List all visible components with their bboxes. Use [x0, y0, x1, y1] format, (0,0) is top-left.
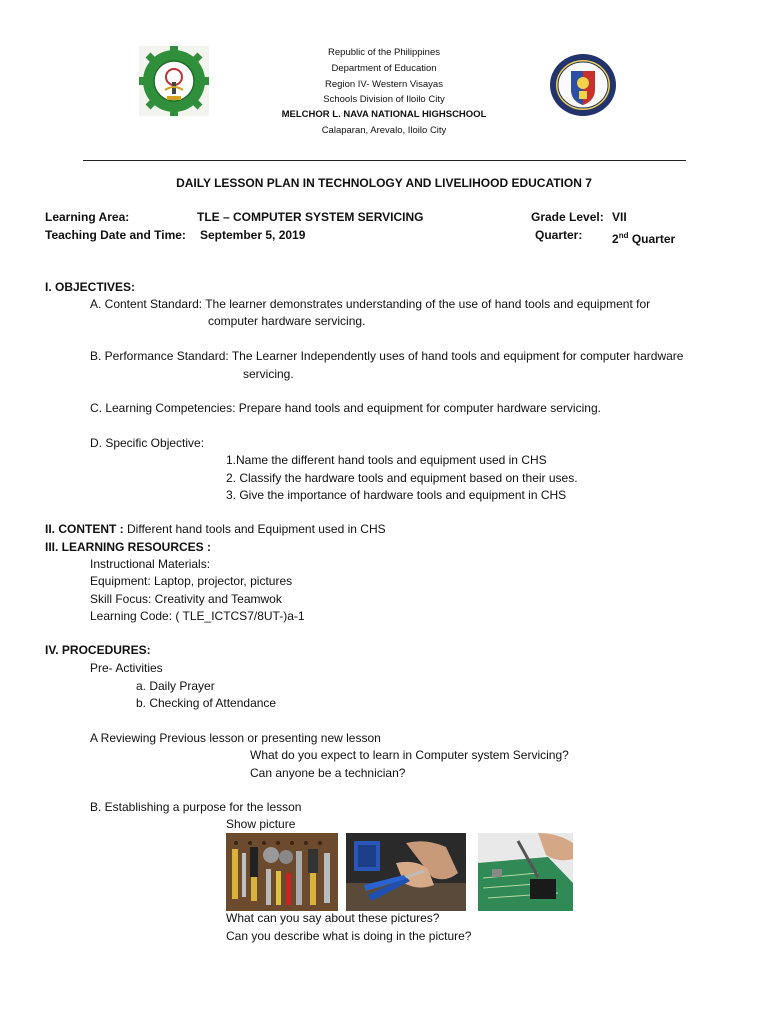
school-name: MELCHOR L. NAVA NATIONAL HIGHSCHOOL: [281, 109, 487, 120]
school-address: Calaparan, Arevalo, Iloilo City: [321, 125, 447, 136]
header-line-4: Schools Division of Iloilo City: [323, 94, 445, 105]
pre-activities: Pre- Activities: [90, 661, 163, 675]
show-picture-label: Show picture: [226, 817, 296, 831]
specific-objective-heading: D. Specific Objective:: [90, 436, 205, 450]
quarter-number: 2: [612, 232, 619, 246]
quarter-label: Quarter:: [535, 228, 583, 242]
tool-wall-photo-icon: [226, 833, 338, 911]
circuit-board-photo-icon: [478, 833, 573, 911]
learning-resources-heading: III. LEARNING RESOURCES :: [45, 540, 212, 554]
learning-area-value: TLE – COMPUTER SYSTEM SERVICING: [197, 210, 424, 224]
establishing-purpose: B. Establishing a purpose for the lesson: [90, 800, 302, 814]
content-heading: II. CONTENT :: [45, 522, 124, 536]
page-title: DAILY LESSON PLAN IN TECHNOLOGY AND LIVELIHOOD EDUCATION 7: [176, 176, 592, 190]
grade-level-value: VII: [612, 210, 627, 224]
specific-objective-item: 3. Give the importance of hardware tools and equipment in CHS: [226, 488, 567, 502]
content-text: Different hand tools and Equipment used in CHS: [127, 522, 386, 536]
picture-question: What can you say about these pictures?: [226, 911, 440, 925]
resource-item: Skill Focus: Creativity and Teamwok: [90, 592, 282, 606]
procedures-heading: IV. PROCEDURES:: [45, 643, 151, 657]
header-divider: [83, 160, 686, 161]
pre-activity-item: a. Daily Prayer: [136, 679, 215, 693]
quarter-suffix: nd: [618, 231, 629, 240]
teaching-date-label: Teaching Date and Time:: [45, 228, 186, 242]
content-standard-line-2: computer hardware servicing.: [208, 314, 366, 328]
review-question: Can anyone be a technician?: [250, 766, 406, 780]
resource-item: Equipment: Laptop, projector, pictures: [90, 574, 293, 588]
picture-question: Can you describe what is doing in the picture?: [226, 929, 472, 943]
quarter-word: Quarter: [631, 232, 676, 246]
resource-item: Instructional Materials:: [90, 557, 211, 571]
pre-activity-item: b. Checking of Attendance: [136, 696, 277, 710]
grade-level-label: Grade Level:: [531, 210, 604, 224]
performance-standard-line-2: servicing.: [243, 367, 294, 381]
wire-cutting-photo-icon: [346, 833, 466, 911]
reviewing-lesson: A Reviewing Previous lesson or presenting new lesson: [90, 731, 381, 745]
quarter-value: [612, 227, 675, 248]
learning-competencies: C. Learning Competencies: Prepare hand tools and equipment for computer hardware servicing.: [90, 401, 601, 415]
objectives-heading: I. OBJECTIVES:: [45, 280, 136, 294]
header-line-2: Department of Education: [331, 63, 437, 74]
performance-standard-line-1: B. Performance Standard: The Learner Independently uses of hand tools and equipment for computer hardware: [90, 349, 684, 363]
resource-item: Learning Code: ( TLE_ICTCS7/8UT-)a-1: [90, 609, 305, 623]
review-question: What do you expect to learn in Computer system Servicing?: [250, 748, 569, 762]
content-standard-line-1: A. Content Standard: The learner demonstrates understanding of the use of hand tools and equipment for: [90, 297, 651, 311]
header-line-3: Region IV- Western Visayas: [325, 79, 443, 90]
specific-objective-item: 1.Name the different hand tools and equipment used in CHS: [226, 453, 547, 467]
teaching-date-value: September 5, 2019: [200, 228, 306, 242]
specific-objective-item: 2. Classify the hardware tools and equipment based on their uses.: [226, 471, 578, 485]
header-line-1: Republic of the Philippines: [328, 47, 440, 58]
learning-area-label: Learning Area:: [45, 210, 130, 224]
content-line: [45, 521, 386, 538]
